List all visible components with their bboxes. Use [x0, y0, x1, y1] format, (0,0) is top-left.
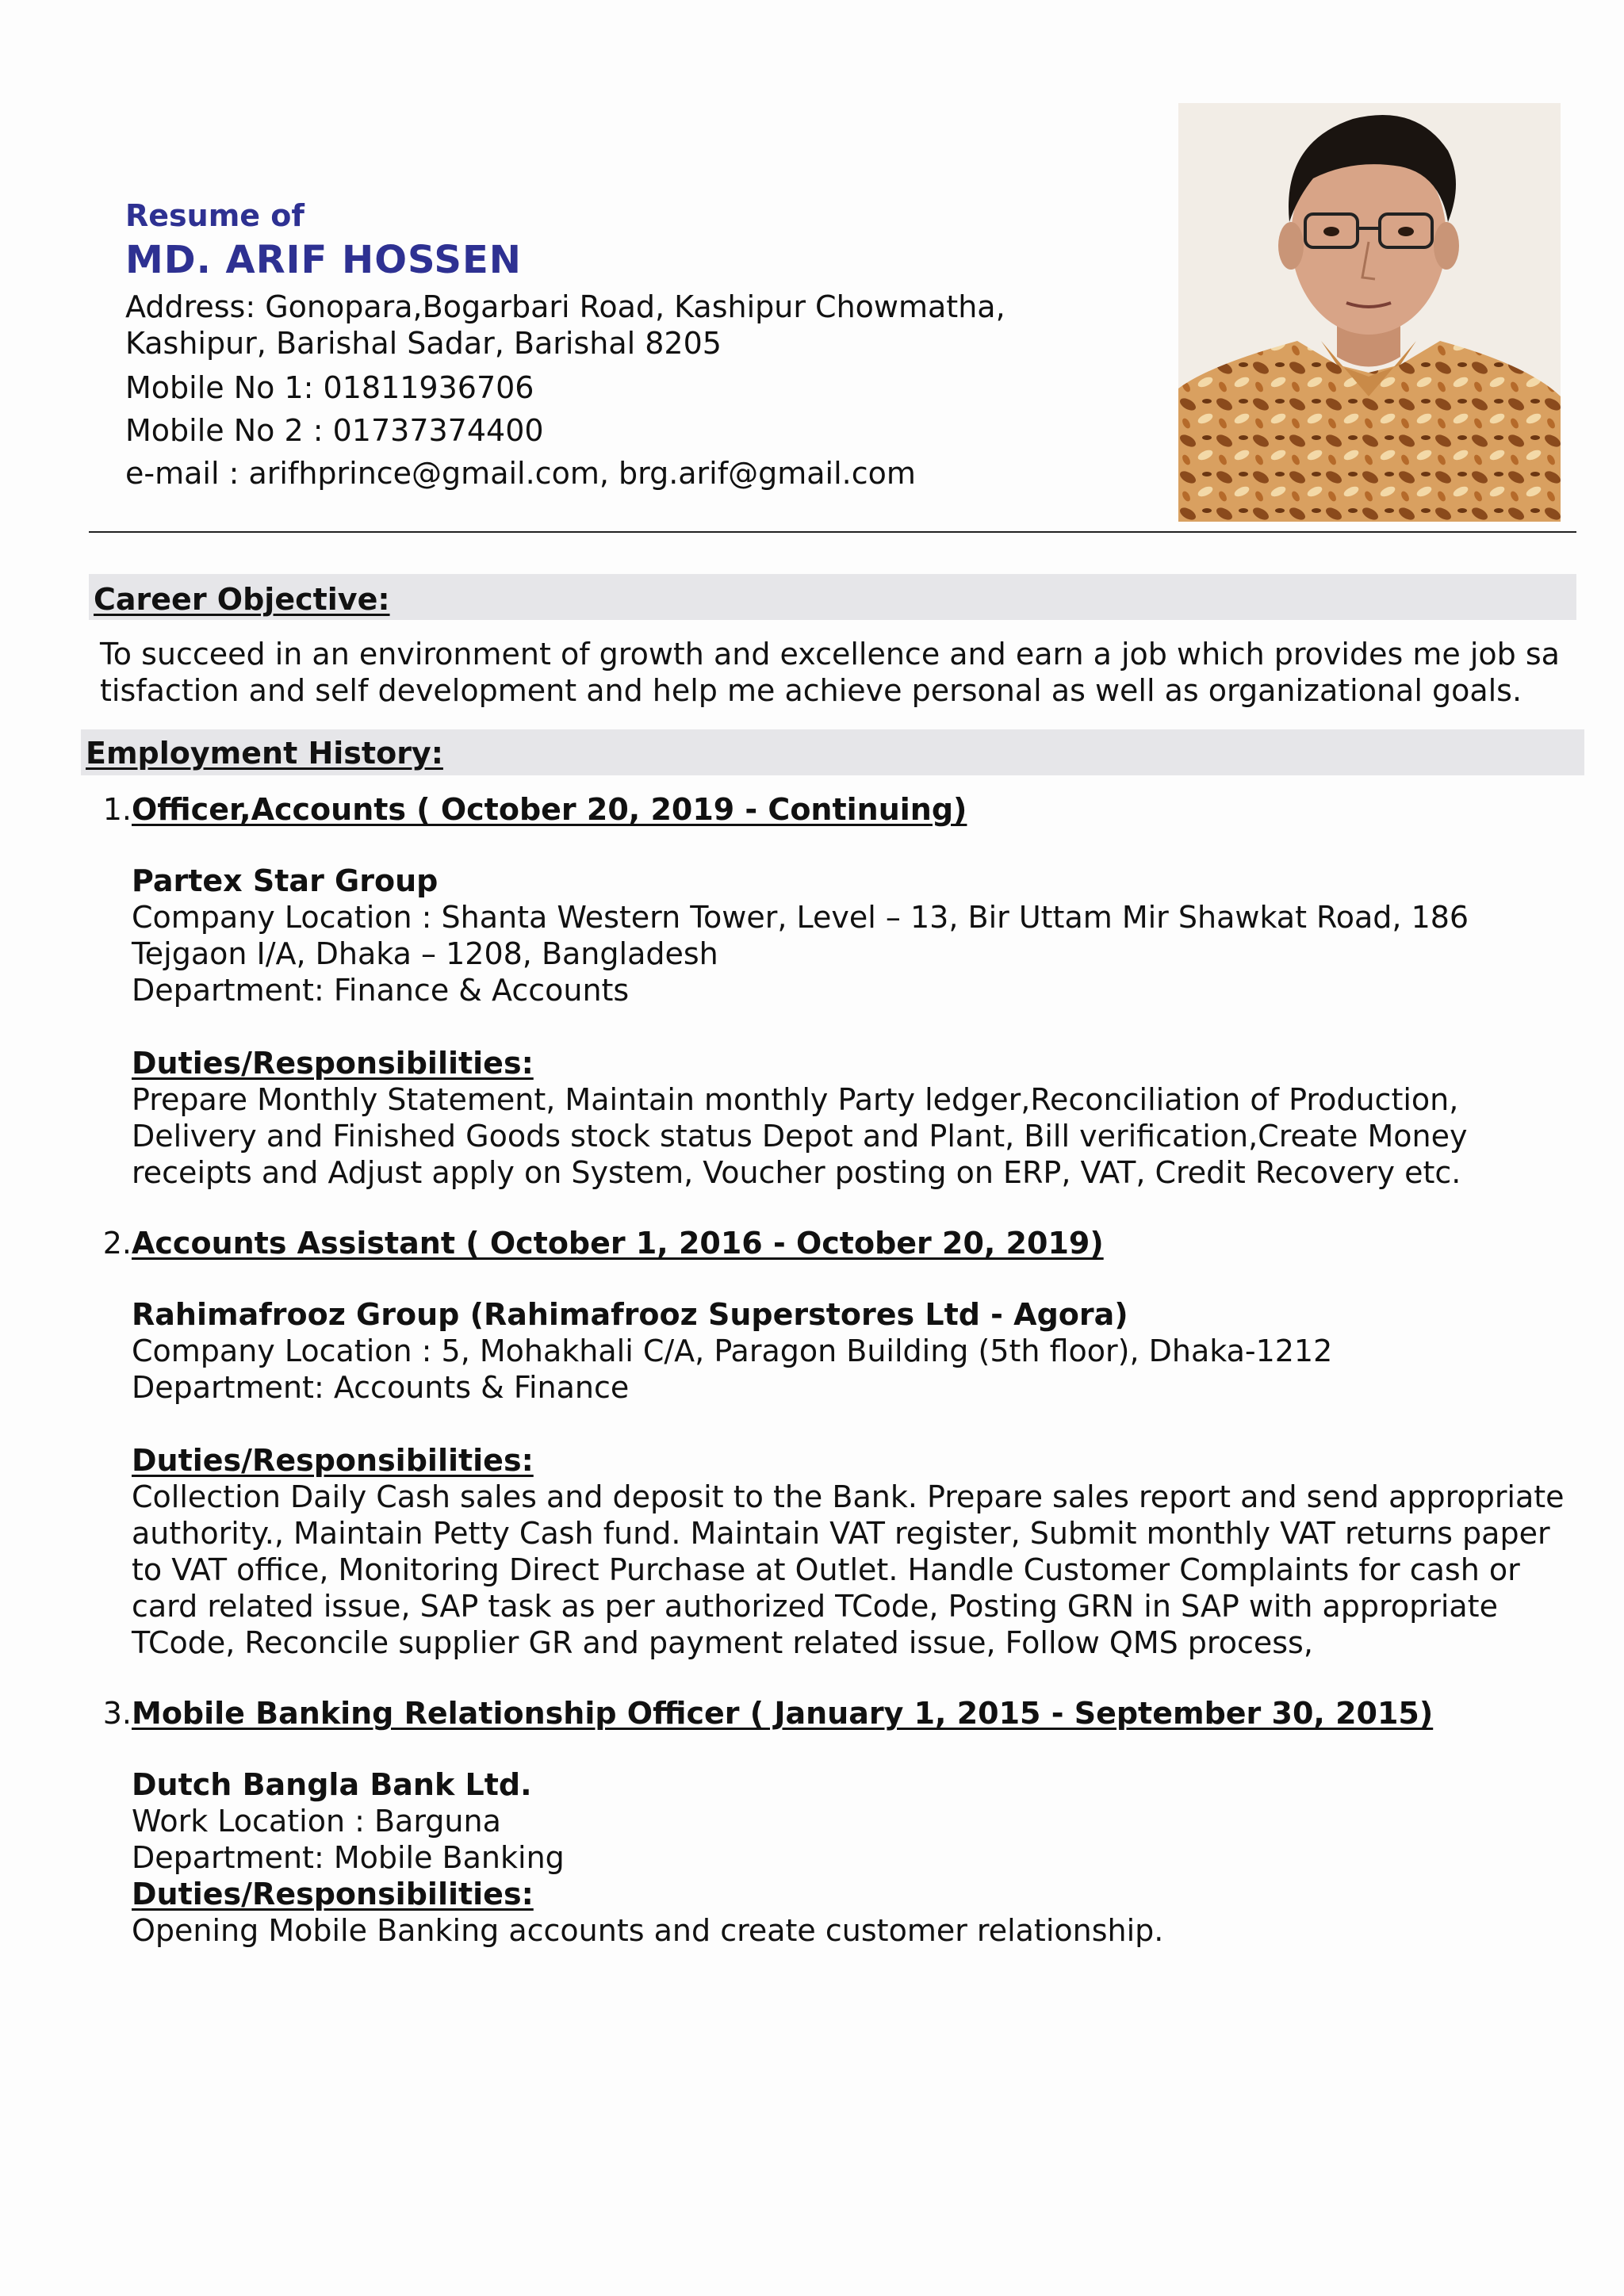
profile-photo	[1178, 103, 1561, 522]
department: Department: Finance & Accounts	[132, 973, 630, 1008]
career-objective-text	[100, 636, 1575, 709]
duties-line: Collection Daily Cash sales and deposit to the Bank. Prepare sales report and send appropriate	[132, 1479, 1565, 1514]
candidate-name: MD. ARIF HOSSEN	[125, 238, 522, 282]
email: e-mail : arifhprince@gmail.com, brg.arif@gmail.com	[125, 456, 916, 491]
job-title: Accounts Assistant ( October 1, 2016 - October 20, 2019)	[132, 1226, 1104, 1261]
address	[125, 289, 1156, 362]
job-body	[132, 1695, 1580, 1949]
duties-line: Delivery and Finished Goods stock status Depot and Plant, Bill verification,Create Money	[132, 1119, 1468, 1154]
job-body	[132, 791, 1580, 1191]
duties-line: receipts and Adjust apply on System, Voucher posting on ERP, VAT, Credit Recovery etc.	[132, 1155, 1461, 1190]
resume-of-label: Resume of	[125, 198, 304, 233]
work-location: Work Location : Barguna	[132, 1804, 501, 1839]
employment-history-heading: Employment History:	[86, 736, 443, 771]
job-title: Officer,Accounts ( October 20, 2019 - Continuing)	[132, 792, 967, 827]
duties-heading: Duties/Responsibilities:	[132, 1443, 534, 1478]
career-objective-heading: Career Objective:	[94, 582, 390, 617]
duties-line: card related issue, SAP task as per authorized TCode, Posting GRN in SAP with appropriate	[132, 1589, 1498, 1624]
company-location-line-1: Company Location : 5, Mohakhali C/A, Paragon Building (5th floor), Dhaka-1212	[132, 1334, 1333, 1368]
mobile-1: Mobile No 1: 01811936706	[125, 370, 534, 405]
company-name: Rahimafrooz Group (Rahimafrooz Superstores Ltd - Agora)	[132, 1297, 1128, 1332]
duties-heading: Duties/Responsibilities:	[132, 1046, 534, 1081]
job-number: 1.	[102, 792, 132, 827]
mobile-2: Mobile No 2 : 01737374400	[125, 413, 544, 448]
company-name: Partex Star Group	[132, 863, 439, 898]
duties-heading: Duties/Responsibilities:	[132, 1877, 534, 1911]
address-line-1: Address: Gonopara,Bogarbari Road, Kashipur Chowmatha,	[125, 289, 1005, 324]
department: Department: Accounts & Finance	[132, 1370, 630, 1405]
department: Department: Mobile Banking	[132, 1840, 565, 1875]
job-number: 2.	[102, 1226, 132, 1261]
duties-line: to VAT office, Monitoring Direct Purchase at Outlet. Handle Customer Complaints for cash or	[132, 1552, 1520, 1587]
job-body	[132, 1225, 1580, 1661]
company-location-line-2: Tejgaon I/A, Dhaka – 1208, Bangladesh	[132, 936, 718, 971]
objective-line-1: To succeed in an environment of growth and excellence and earn a job which provides me job sa	[100, 637, 1560, 672]
duties-line: TCode, Reconcile supplier GR and payment related issue, Follow QMS process,	[132, 1625, 1313, 1660]
job-title: Mobile Banking Relationship Officer ( January 1, 2015 - September 30, 2015)	[132, 1696, 1434, 1731]
resume-header	[125, 197, 1156, 492]
header-divider	[89, 531, 1576, 533]
company-name: Dutch Bangla Bank Ltd.	[132, 1767, 532, 1802]
address-line-2: Kashipur, Barishal Sadar, Barishal 8205	[125, 326, 722, 361]
duties-line: Prepare Monthly Statement, Maintain monthly Party ledger,Reconciliation of Production,	[132, 1082, 1459, 1117]
duties-line: Opening Mobile Banking accounts and create customer relationship.	[132, 1913, 1164, 1948]
duties-line: authority., Maintain Petty Cash fund. Maintain VAT register, Submit monthly VAT returns paper	[132, 1516, 1550, 1551]
job-number: 3.	[102, 1696, 132, 1731]
company-location-line-1: Company Location : Shanta Western Tower, Level – 13, Bir Uttam Mir Shawkat Road, 186	[132, 900, 1469, 935]
objective-line-2: tisfaction and self development and help me achieve personal as well as organizational goals.	[100, 673, 1522, 708]
